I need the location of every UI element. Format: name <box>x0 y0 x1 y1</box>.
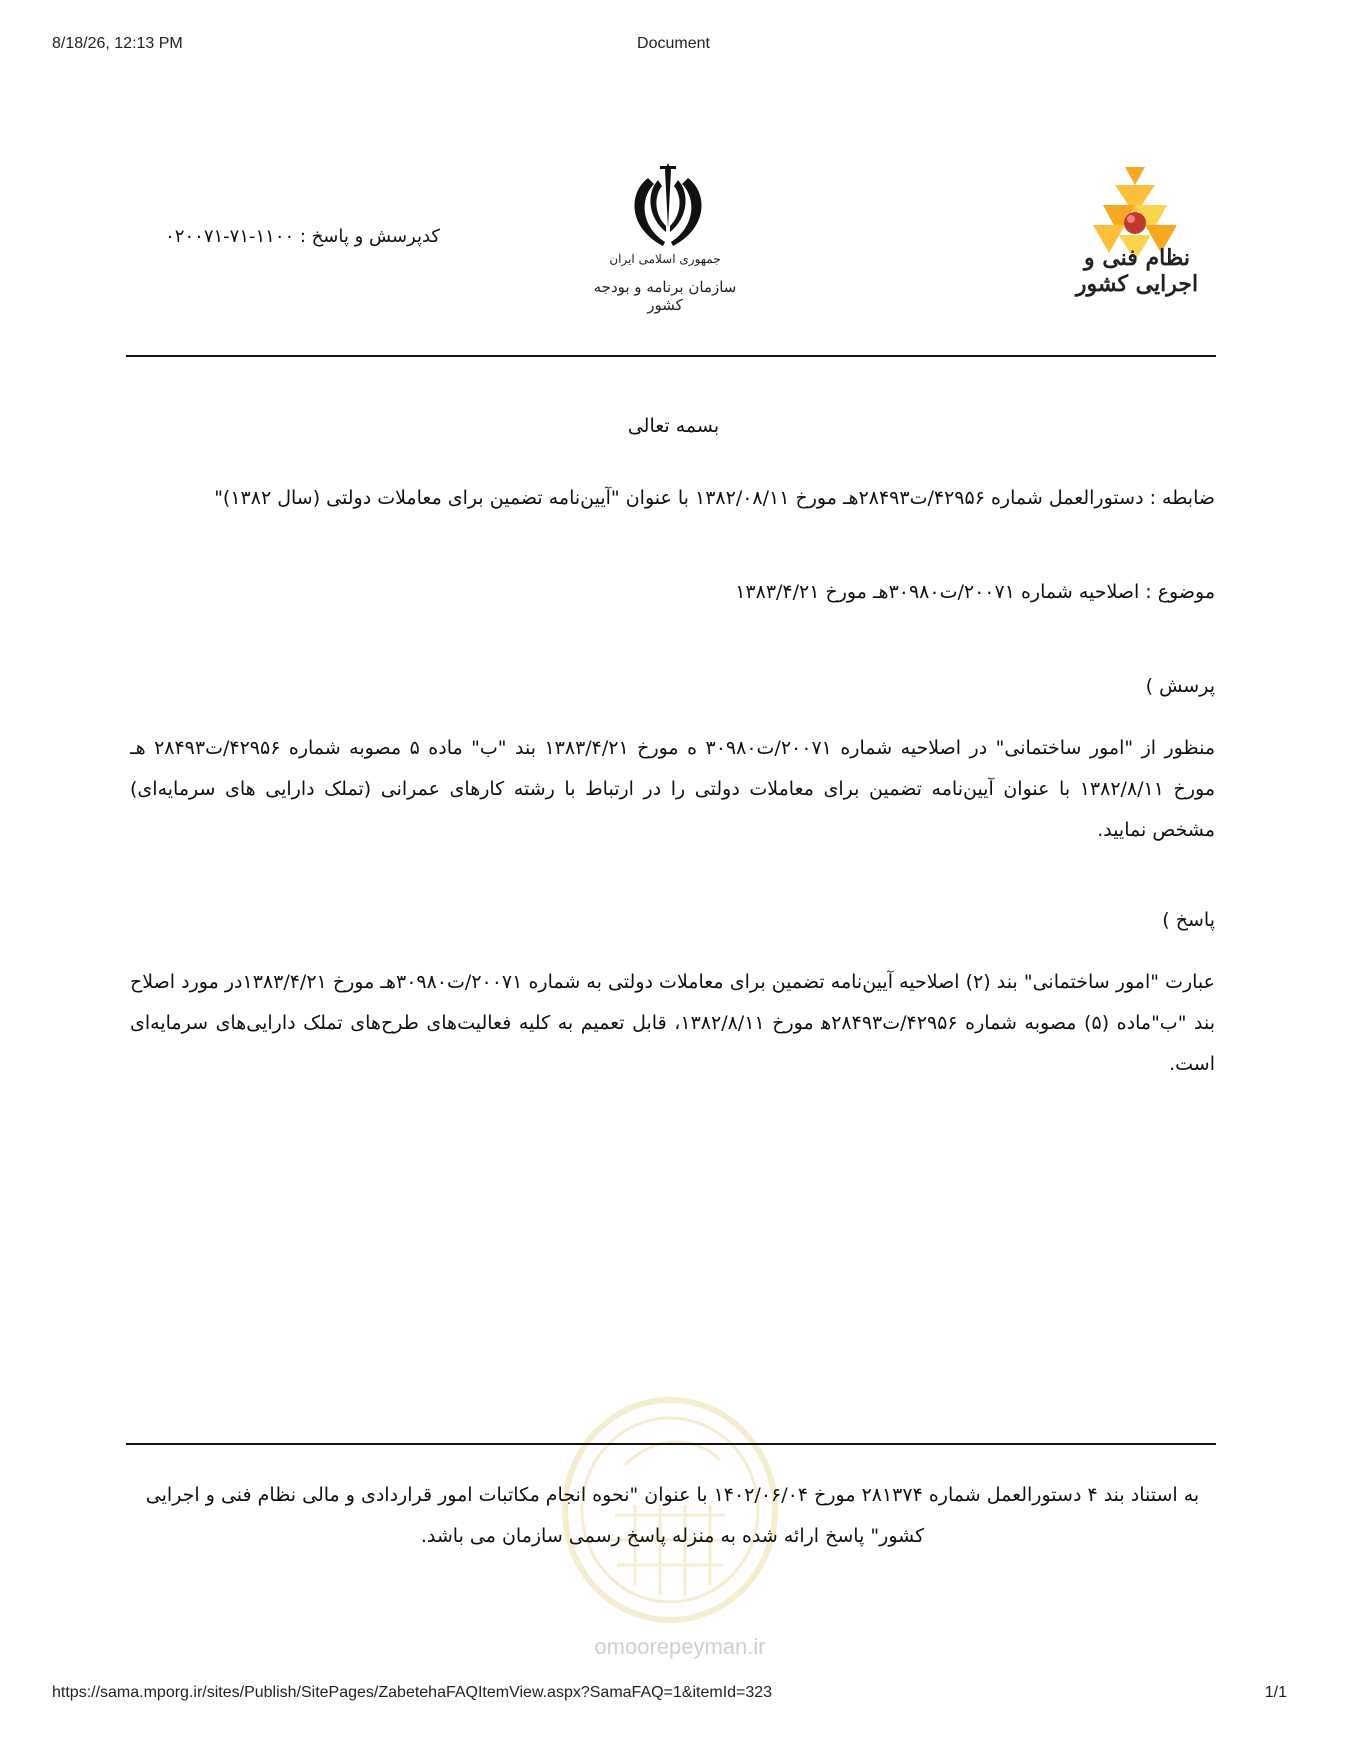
iran-emblem-icon <box>618 158 718 258</box>
question-label: پرسش ) <box>1145 675 1215 697</box>
watermark-url: omoorepeyman.ir <box>594 1634 766 1659</box>
emblem-caption-organization: سازمان برنامه و بودجه کشور <box>593 278 737 314</box>
question-text: منظور از "امور ساختمانی" در اصلاحیه شماره ۲۰۰۷۱/ت۳۰۹۸۰ ه مورخ ۱۳۸۳/۴/۲۱ بند "ب" ماده ۵ مصوبه شماره ۴۲۹۵۶/ت۲۸۴۹۳ هـ مورخ ۱۳۸۲/۸/۱۱ با عنوان آیین‌نامه تضمین برای معاملات دولتی را در ارتباط با رشته کارهای عمرانی (تملک دارایی های سرمایه‌ای) مشخص نمایید. <box>130 737 1215 841</box>
header-divider <box>126 355 1216 357</box>
print-datetime: 8/18/26, 12:13 PM <box>52 35 183 52</box>
rule-line: ضابطه : دستورالعمل شماره ۴۲۹۵۶/ت۲۸۴۹۳هـ مورخ ۱۳۸۲/۰۸/۱۱ با عنوان "آیین‌نامه تضمین برای معاملات دولتی (سال ۱۳۸۲)" <box>214 487 1215 509</box>
footer-note: به استناد بند ۴ دستورالعمل شماره ۲۸۱۳۷۴ مورخ ۱۴۰۲/۰۶/۰۴ با عنوان "نحوه انجام مکاتبات امور قراردادی و مالی نظام فنی و اجرایی کشور" پاسخ ارائه شده به منزله پاسخ رسمی سازمان می باشد. <box>145 1484 1200 1547</box>
subject-line: موضوع : اصلاحیه شماره ۲۰۰۷۱/ت۳۰۹۸۰هـ مورخ ۱۳۸۳/۴/۲۱ <box>735 581 1215 603</box>
bismillah-heading: بسمه تعالی <box>627 415 720 437</box>
qa-code: کدپرسش و پاسخ : ۱۱۰۰-۷۱-۰۲۰۰۷۱ <box>165 226 440 247</box>
nezam-fanni-logo-text: نظام فنی و اجرایی کشور <box>1075 245 1199 297</box>
print-title: Document <box>637 35 710 52</box>
answer-label: پاسخ ) <box>1162 909 1215 931</box>
answer-text: عبارت "امور ساختمانی" بند (۲) اصلاحیه آیین‌نامه تضمین برای معاملات دولتی به شماره ۲۰۰۷۱/ت۳۰۹۸۰هـ مورخ ۱۳۸۳/۴/۲۱در مورد اصلاح بند "ب"ماده (۵) مصوبه شماره ۴۲۹۵۶/ت۲۸۴۹۳ﻫ مورخ ۱۳۸۲/۸/۱۱، قابل تعمیم به کلیه فعالیت‌های طرح‌های تملک دارایی‌های سرمایه‌ای است. <box>130 971 1215 1075</box>
emblem-caption-republic: جمهوری اسلامی ایران <box>609 252 721 266</box>
print-page-number: 1/1 <box>1264 1684 1287 1701</box>
footer-divider <box>126 1443 1216 1445</box>
print-url: https://sama.mporg.ir/sites/Publish/SitePages/ZabetehaFAQItemView.aspx?SamaFAQ=1&itemId=323 <box>52 1684 773 1701</box>
